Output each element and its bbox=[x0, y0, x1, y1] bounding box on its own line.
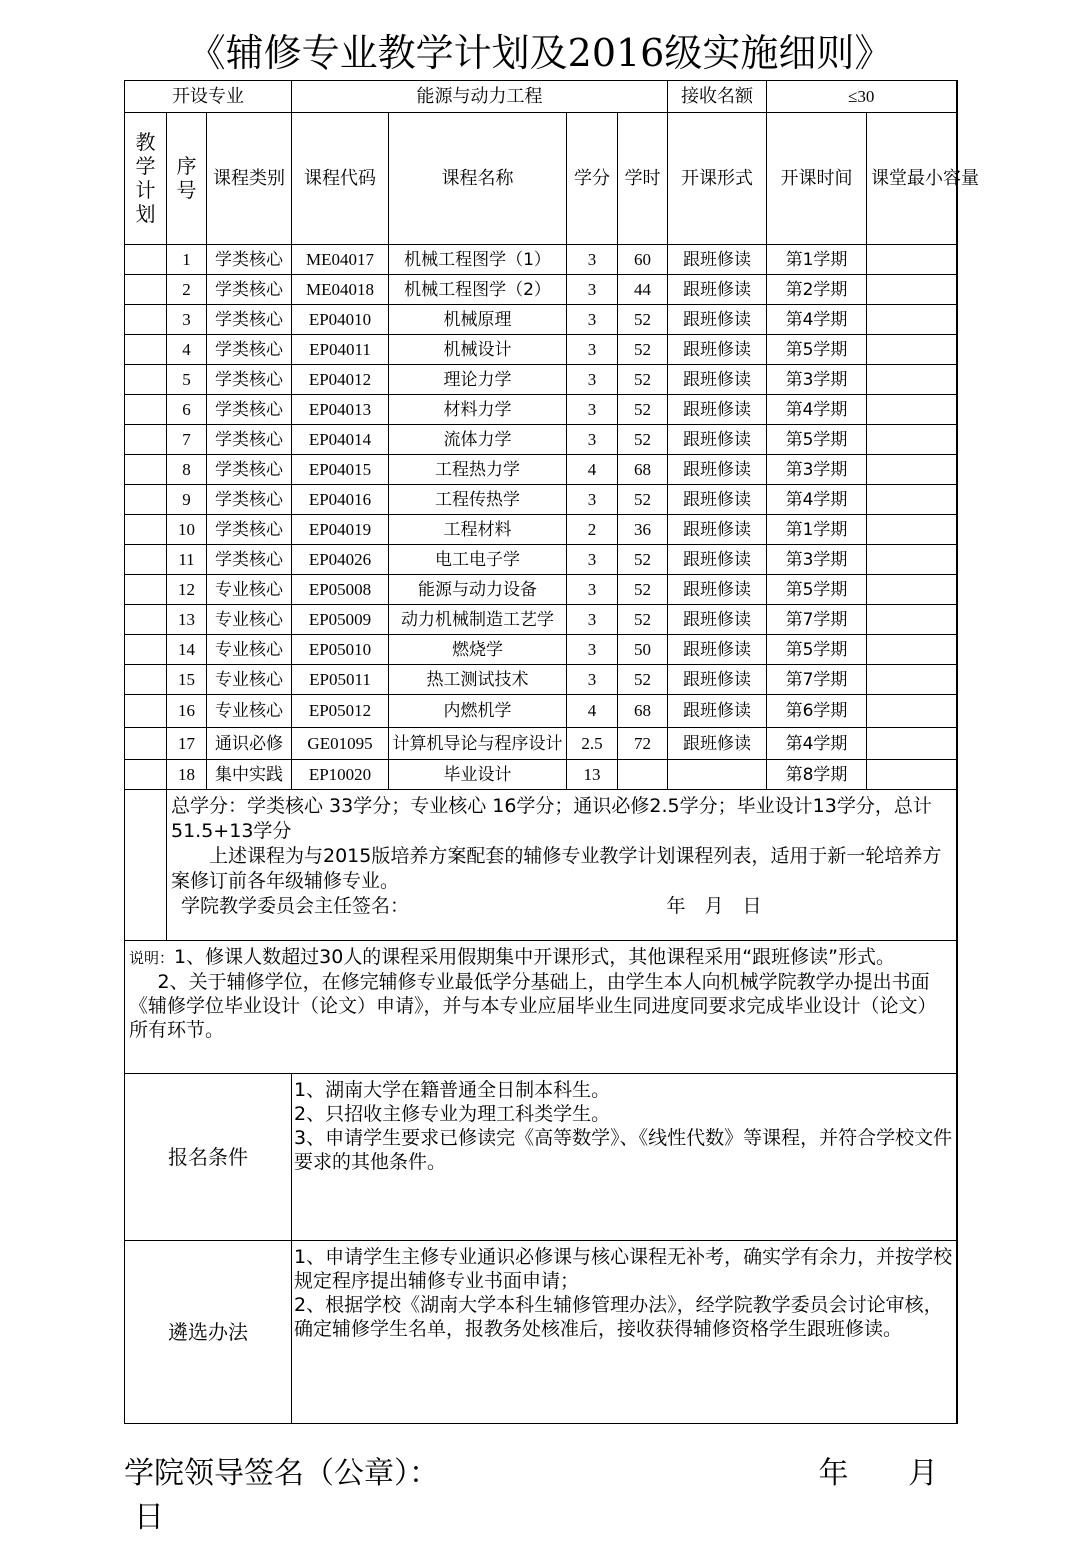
course-hours-cell: 52 bbox=[618, 305, 668, 335]
course-code-cell: EP05009 bbox=[292, 605, 389, 635]
course-credit-cell: 3 bbox=[567, 425, 618, 455]
col-category-header: 课程类别 bbox=[207, 113, 292, 245]
course-code-cell: EP04015 bbox=[292, 455, 389, 485]
course-name-cell: 热工测试技术 bbox=[389, 665, 567, 695]
course-code-cell: GE01095 bbox=[292, 728, 389, 760]
course-category-cell: 学类核心 bbox=[207, 305, 292, 335]
course-category-cell: 学类核心 bbox=[207, 395, 292, 425]
course-plan-cell bbox=[125, 365, 167, 395]
course-row bbox=[125, 605, 957, 635]
course-min-cell bbox=[867, 605, 957, 635]
summary-left-cell bbox=[125, 790, 167, 941]
course-plan-cell bbox=[125, 665, 167, 695]
course-code-cell: EP05012 bbox=[292, 695, 389, 728]
course-hours-cell: 50 bbox=[618, 635, 668, 665]
course-seq-cell: 14 bbox=[167, 635, 207, 665]
course-code-cell: EP04012 bbox=[292, 365, 389, 395]
course-name-cell: 机械设计 bbox=[389, 335, 567, 365]
course-category-cell: 专业核心 bbox=[207, 695, 292, 728]
course-seq-cell: 2 bbox=[167, 275, 207, 305]
course-credit-cell: 3 bbox=[567, 395, 618, 425]
course-plan-cell bbox=[125, 515, 167, 545]
course-seq-cell: 11 bbox=[167, 545, 207, 575]
course-row bbox=[125, 515, 957, 545]
eligibility-item: 1、湖南大学在籍普通全日制本科生。 bbox=[294, 1079, 611, 1101]
course-min-cell bbox=[867, 395, 957, 425]
summary-note: 上述课程为与2015版培养方案配套的辅修专业教学计划课程列表，适用于新一轮培养方案修订前各年级辅修专业。 bbox=[171, 845, 942, 892]
course-credit-cell: 13 bbox=[567, 760, 618, 790]
course-min-cell bbox=[867, 305, 957, 335]
course-row bbox=[125, 575, 957, 605]
course-category-cell: 学类核心 bbox=[207, 485, 292, 515]
course-name-cell: 计算机导论与程序设计 bbox=[389, 728, 567, 760]
course-credit-cell: 3 bbox=[567, 635, 618, 665]
course-hours-cell: 52 bbox=[618, 605, 668, 635]
major-value: 能源与动力工程 bbox=[292, 81, 668, 113]
course-name-cell: 机械工程图学（1） bbox=[389, 245, 567, 275]
course-category-cell: 专业核心 bbox=[207, 605, 292, 635]
course-row bbox=[125, 760, 957, 790]
course-credit-cell: 2.5 bbox=[567, 728, 618, 760]
course-form-cell: 跟班修读 bbox=[668, 605, 767, 635]
course-seq-cell: 10 bbox=[167, 515, 207, 545]
course-credit-cell: 3 bbox=[567, 605, 618, 635]
notes-cell bbox=[125, 941, 957, 1074]
course-row bbox=[125, 485, 957, 515]
course-term-cell: 第7学期 bbox=[767, 665, 867, 695]
teaching-plan-table bbox=[124, 80, 980, 1424]
course-term-cell: 第5学期 bbox=[767, 335, 867, 365]
course-term-cell: 第3学期 bbox=[767, 545, 867, 575]
course-code-cell: EP04010 bbox=[292, 305, 389, 335]
course-form-cell: 跟班修读 bbox=[668, 575, 767, 605]
notes-item-1: 1、修课人数超过30人的课程采用假期集中开课形式，其他课程采用“跟班修读”形式。 bbox=[174, 946, 895, 968]
course-name-cell: 材料力学 bbox=[389, 395, 567, 425]
course-plan-cell bbox=[125, 728, 167, 760]
eligibility-item: 3、申请学生要求已修读完《高等数学》、《线性代数》等课程，并符合学校文件要求的其他条件。 bbox=[294, 1127, 953, 1173]
course-plan-cell bbox=[125, 395, 167, 425]
course-row bbox=[125, 728, 957, 760]
col-hours-header: 学时 bbox=[618, 113, 668, 245]
course-term-cell: 第4学期 bbox=[767, 485, 867, 515]
course-name-cell: 工程热力学 bbox=[389, 455, 567, 485]
course-form-cell: 跟班修读 bbox=[668, 545, 767, 575]
course-category-cell: 集中实践 bbox=[207, 760, 292, 790]
col-credit-header: 学分 bbox=[567, 113, 618, 245]
col-name-header: 课程名称 bbox=[389, 113, 567, 245]
col-plan-header bbox=[125, 113, 167, 245]
course-form-cell: 跟班修读 bbox=[668, 425, 767, 455]
course-hours-cell: 72 bbox=[618, 728, 668, 760]
course-form-cell: 跟班修读 bbox=[668, 515, 767, 545]
course-code-cell: EP10020 bbox=[292, 760, 389, 790]
course-seq-cell: 13 bbox=[167, 605, 207, 635]
quota-label: 接收名额 bbox=[668, 81, 767, 113]
course-form-cell: 跟班修读 bbox=[668, 485, 767, 515]
course-category-cell: 学类核心 bbox=[207, 245, 292, 275]
course-credit-cell: 4 bbox=[567, 695, 618, 728]
course-category-cell: 学类核心 bbox=[207, 455, 292, 485]
course-code-cell: EP04019 bbox=[292, 515, 389, 545]
course-plan-cell bbox=[125, 275, 167, 305]
col-plan-label: 教学计划 bbox=[135, 130, 156, 226]
course-name-cell: 工程材料 bbox=[389, 515, 567, 545]
course-row bbox=[125, 335, 957, 365]
course-form-cell: 跟班修读 bbox=[668, 728, 767, 760]
course-seq-cell: 3 bbox=[167, 305, 207, 335]
footer bbox=[124, 1452, 956, 1540]
major-label: 开设专业 bbox=[125, 81, 292, 113]
course-term-cell: 第3学期 bbox=[767, 455, 867, 485]
course-hours-cell: 44 bbox=[618, 275, 668, 305]
course-form-cell: 跟班修读 bbox=[668, 245, 767, 275]
course-plan-cell bbox=[125, 605, 167, 635]
course-hours-cell bbox=[618, 760, 668, 790]
course-seq-cell: 4 bbox=[167, 335, 207, 365]
footer-year: 年 bbox=[818, 1456, 849, 1491]
course-term-cell: 第1学期 bbox=[767, 245, 867, 275]
course-name-cell: 机械原理 bbox=[389, 305, 567, 335]
course-seq-cell: 16 bbox=[167, 695, 207, 728]
course-form-cell: 跟班修读 bbox=[668, 665, 767, 695]
course-min-cell bbox=[867, 275, 957, 305]
course-row bbox=[125, 395, 957, 425]
course-plan-cell bbox=[125, 545, 167, 575]
course-category-cell: 学类核心 bbox=[207, 425, 292, 455]
course-form-cell: 跟班修读 bbox=[668, 695, 767, 728]
course-seq-cell: 7 bbox=[167, 425, 207, 455]
course-code-cell: EP04026 bbox=[292, 545, 389, 575]
course-term-cell: 第4学期 bbox=[767, 728, 867, 760]
course-name-cell: 毕业设计 bbox=[389, 760, 567, 790]
course-credit-cell: 3 bbox=[567, 545, 618, 575]
course-term-cell: 第4学期 bbox=[767, 395, 867, 425]
notes-prefix: 说明： bbox=[129, 949, 175, 967]
course-term-cell: 第3学期 bbox=[767, 365, 867, 395]
course-category-cell: 学类核心 bbox=[207, 335, 292, 365]
course-term-cell: 第1学期 bbox=[767, 515, 867, 545]
course-row bbox=[125, 635, 957, 665]
course-min-cell bbox=[867, 335, 957, 365]
selection-content bbox=[292, 1241, 957, 1424]
course-hours-cell: 52 bbox=[618, 545, 668, 575]
course-hours-cell: 68 bbox=[618, 455, 668, 485]
course-name-cell: 动力机械制造工艺学 bbox=[389, 605, 567, 635]
course-hours-cell: 52 bbox=[618, 335, 668, 365]
course-hours-cell: 52 bbox=[618, 425, 668, 455]
committee-sign-label: 学院教学委员会主任签名： bbox=[181, 895, 410, 917]
course-credit-cell: 3 bbox=[567, 485, 618, 515]
course-plan-cell bbox=[125, 695, 167, 728]
eligibility-label: 报名条件 bbox=[125, 1074, 292, 1241]
course-code-cell: EP04013 bbox=[292, 395, 389, 425]
course-credit-cell: 3 bbox=[567, 245, 618, 275]
course-form-cell: 跟班修读 bbox=[668, 455, 767, 485]
course-seq-cell: 18 bbox=[167, 760, 207, 790]
course-plan-cell bbox=[125, 245, 167, 275]
course-hours-cell: 52 bbox=[618, 485, 668, 515]
footer-month: 月 bbox=[908, 1456, 938, 1491]
committee-sign-line bbox=[171, 894, 952, 919]
course-row bbox=[125, 305, 957, 335]
document-title: 《辅修专业教学计划及2016级实施细则》 bbox=[187, 31, 893, 75]
col-form-header: 开课形式 bbox=[668, 113, 767, 245]
course-credit-cell: 3 bbox=[567, 335, 618, 365]
course-min-cell bbox=[867, 485, 957, 515]
course-plan-cell bbox=[125, 305, 167, 335]
col-code-header: 课程代码 bbox=[292, 113, 389, 245]
course-name-cell: 理论力学 bbox=[389, 365, 567, 395]
course-row bbox=[125, 245, 957, 275]
selection-label: 遴选办法 bbox=[125, 1241, 292, 1424]
course-min-cell bbox=[867, 245, 957, 275]
course-term-cell: 第8学期 bbox=[767, 760, 867, 790]
course-row bbox=[125, 275, 957, 305]
course-hours-cell: 68 bbox=[618, 695, 668, 728]
course-plan-cell bbox=[125, 760, 167, 790]
course-code-cell: EP05010 bbox=[292, 635, 389, 665]
course-credit-cell: 3 bbox=[567, 665, 618, 695]
course-name-cell: 电工电子学 bbox=[389, 545, 567, 575]
course-min-cell bbox=[867, 760, 957, 790]
course-min-cell bbox=[867, 425, 957, 455]
course-credit-cell: 4 bbox=[567, 455, 618, 485]
course-hours-cell: 36 bbox=[618, 515, 668, 545]
course-plan-cell bbox=[125, 575, 167, 605]
course-term-cell: 第7学期 bbox=[767, 605, 867, 635]
committee-sign-date: 年 月 日 bbox=[666, 895, 762, 917]
course-seq-cell: 6 bbox=[167, 395, 207, 425]
course-credit-cell: 3 bbox=[567, 275, 618, 305]
course-category-cell: 学类核心 bbox=[207, 515, 292, 545]
course-name-cell: 燃烧学 bbox=[389, 635, 567, 665]
course-seq-cell: 9 bbox=[167, 485, 207, 515]
course-hours-cell: 52 bbox=[618, 395, 668, 425]
course-term-cell: 第6学期 bbox=[767, 695, 867, 728]
course-min-cell bbox=[867, 635, 957, 665]
course-term-cell: 第2学期 bbox=[767, 275, 867, 305]
course-form-cell: 跟班修读 bbox=[668, 335, 767, 365]
course-row bbox=[125, 545, 957, 575]
course-min-cell bbox=[867, 515, 957, 545]
course-code-cell: EP04014 bbox=[292, 425, 389, 455]
course-category-cell: 学类核心 bbox=[207, 275, 292, 305]
col-seq-label: 序号 bbox=[176, 154, 197, 202]
col-term-header: 开课时间 bbox=[767, 113, 867, 245]
course-row bbox=[125, 455, 957, 485]
course-row bbox=[125, 365, 957, 395]
col-min-capacity-header: 课堂最小容量 bbox=[867, 113, 957, 245]
course-hours-cell: 52 bbox=[618, 365, 668, 395]
course-min-cell bbox=[867, 545, 957, 575]
course-name-cell: 能源与动力设备 bbox=[389, 575, 567, 605]
course-hours-cell: 60 bbox=[618, 245, 668, 275]
course-form-cell: 跟班修读 bbox=[668, 275, 767, 305]
course-seq-cell: 5 bbox=[167, 365, 207, 395]
course-row bbox=[125, 425, 957, 455]
course-term-cell: 第5学期 bbox=[767, 575, 867, 605]
course-min-cell bbox=[867, 575, 957, 605]
summary-total: 总学分：学类核心 33学分；专业核心 16学分；通识必修2.5学分；毕业设计13学分，总计51.5+13学分 bbox=[171, 795, 932, 842]
course-seq-cell: 12 bbox=[167, 575, 207, 605]
course-category-cell: 通识必修 bbox=[207, 728, 292, 760]
course-credit-cell: 3 bbox=[567, 365, 618, 395]
course-seq-cell: 17 bbox=[167, 728, 207, 760]
course-code-cell: EP04016 bbox=[292, 485, 389, 515]
course-plan-cell bbox=[125, 335, 167, 365]
course-min-cell bbox=[867, 728, 957, 760]
course-seq-cell: 8 bbox=[167, 455, 207, 485]
eligibility-content bbox=[292, 1074, 957, 1241]
course-min-cell bbox=[867, 665, 957, 695]
course-name-cell: 内燃机学 bbox=[389, 695, 567, 728]
course-seq-cell: 1 bbox=[167, 245, 207, 275]
course-code-cell: EP04011 bbox=[292, 335, 389, 365]
course-seq-cell: 15 bbox=[167, 665, 207, 695]
course-plan-cell bbox=[125, 485, 167, 515]
leader-sign-label: 学院领导签名（公章）： bbox=[124, 1456, 439, 1491]
selection-item: 1、申请学生主修专业通识必修课与核心课程无补考，确实学有余力，并按学校规定程序提出辅修专业书面申请； bbox=[294, 1246, 953, 1292]
notes-item-2: 2、关于辅修学位，在修完辅修专业最低学分基础上，由学生本人向机械学院教学办提出书面《辅修学位毕业设计（论文）申请》，并与本专业应届毕业生同进度同要求完成毕业设计（论文）所有环节。 bbox=[129, 971, 937, 1041]
course-credit-cell: 3 bbox=[567, 575, 618, 605]
course-plan-cell bbox=[125, 635, 167, 665]
course-code-cell: ME04017 bbox=[292, 245, 389, 275]
course-plan-cell bbox=[125, 425, 167, 455]
course-term-cell: 第5学期 bbox=[767, 635, 867, 665]
course-min-cell bbox=[867, 455, 957, 485]
course-hours-cell: 52 bbox=[618, 665, 668, 695]
course-name-cell: 工程传热学 bbox=[389, 485, 567, 515]
course-credit-cell: 3 bbox=[567, 305, 618, 335]
course-form-cell: 跟班修读 bbox=[668, 635, 767, 665]
course-min-cell bbox=[867, 695, 957, 728]
course-category-cell: 学类核心 bbox=[207, 365, 292, 395]
course-category-cell: 专业核心 bbox=[207, 575, 292, 605]
col-seq-header bbox=[167, 113, 207, 245]
course-category-cell: 专业核心 bbox=[207, 635, 292, 665]
course-name-cell: 机械工程图学（2） bbox=[389, 275, 567, 305]
course-credit-cell: 2 bbox=[567, 515, 618, 545]
course-form-cell bbox=[668, 760, 767, 790]
course-row bbox=[125, 665, 957, 695]
course-category-cell: 学类核心 bbox=[207, 545, 292, 575]
footer-day: 日 bbox=[134, 1500, 164, 1535]
course-code-cell: EP05011 bbox=[292, 665, 389, 695]
summary-cell bbox=[167, 790, 957, 941]
course-term-cell: 第5学期 bbox=[767, 425, 867, 455]
course-plan-cell bbox=[125, 455, 167, 485]
course-code-cell: ME04018 bbox=[292, 275, 389, 305]
eligibility-item: 2、只招收主修专业为理工科类学生。 bbox=[294, 1103, 611, 1125]
course-row bbox=[125, 695, 957, 728]
course-min-cell bbox=[867, 365, 957, 395]
course-term-cell: 第4学期 bbox=[767, 305, 867, 335]
course-form-cell: 跟班修读 bbox=[668, 365, 767, 395]
selection-item: 2、根据学校《湖南大学本科生辅修管理办法》，经学院教学委员会讨论审核，确定辅修学生名单，报教务处核准后，接收获得辅修资格学生跟班修读。 bbox=[294, 1294, 943, 1340]
course-hours-cell: 52 bbox=[618, 575, 668, 605]
course-form-cell: 跟班修读 bbox=[668, 305, 767, 335]
course-code-cell: EP05008 bbox=[292, 575, 389, 605]
course-name-cell: 流体力学 bbox=[389, 425, 567, 455]
course-form-cell: 跟班修读 bbox=[668, 395, 767, 425]
course-category-cell: 专业核心 bbox=[207, 665, 292, 695]
quota-value: ≤30 bbox=[767, 81, 957, 113]
